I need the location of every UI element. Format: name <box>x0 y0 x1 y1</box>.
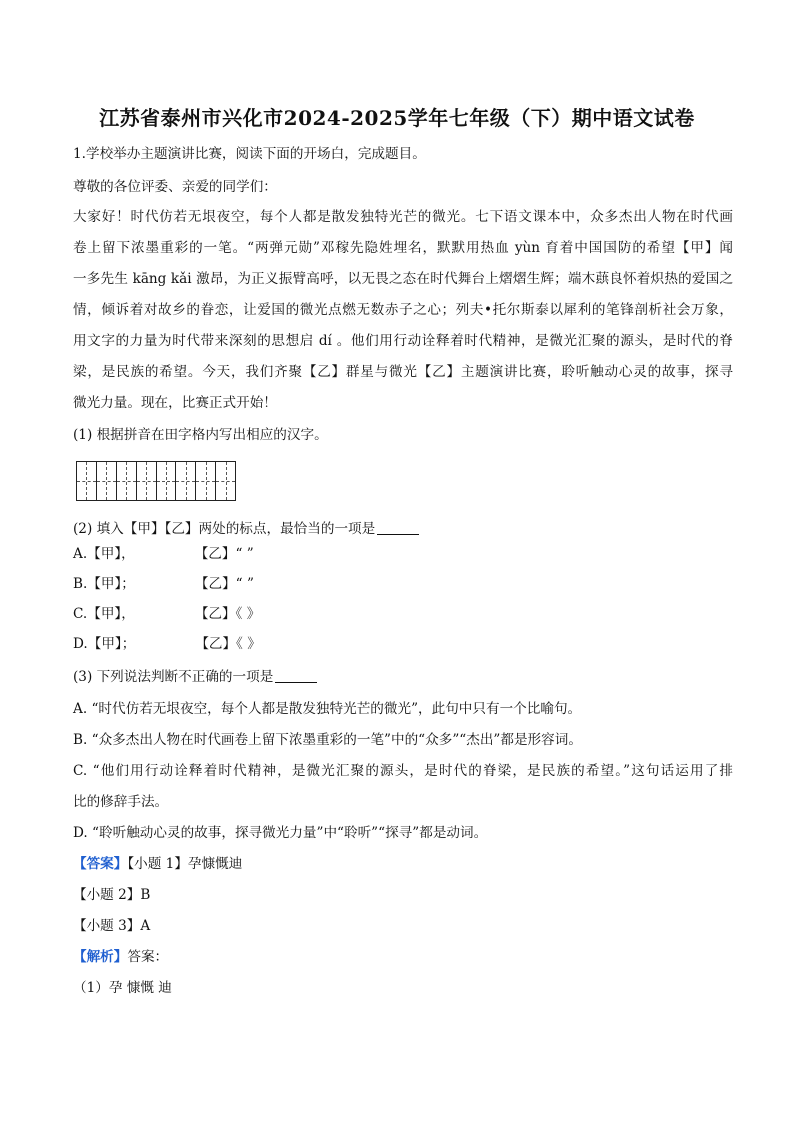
option-c <box>73 605 733 623</box>
passage-line: 微光力量。现在，比赛正式开始！ <box>73 395 277 411</box>
grid-cell[interactable] <box>176 462 196 500</box>
option-c: C. “他们用行动诠释着时代精神，是微光汇聚的源头，是时代的脊梁，是民族的希望。”这句话运用了排 <box>73 763 733 779</box>
analysis-text: 答案： <box>127 949 169 965</box>
grid-cell[interactable] <box>97 462 117 500</box>
answer-blank[interactable] <box>377 521 419 535</box>
question-1-intro: 1.学校举办主题演讲比赛，阅读下面的开场白，完成题目。 <box>73 146 426 162</box>
option-d: D. “聆听触动心灵的故事，探寻微光力量”中“聆听”“探寻”都是动词。 <box>73 825 488 841</box>
option-c-continued: 比的修辞手法。 <box>73 794 169 810</box>
grid-cell[interactable] <box>157 462 177 500</box>
option-d <box>73 635 733 653</box>
analysis-header <box>73 948 733 966</box>
grid-cell[interactable] <box>137 462 157 500</box>
passage-line: 大家好！时代仿若无垠夜空，每个人都是散发独特光芒的微光。七下语文课本中，众多杰出人物在时代画 <box>73 209 733 225</box>
option-a <box>73 545 733 563</box>
answer-tag: 【答案】 <box>73 856 128 872</box>
option-yi: 【乙】“ ” <box>194 576 254 592</box>
option-yi: 【乙】《 》 <box>195 636 261 652</box>
option-yi: 【乙】“ ” <box>194 546 254 562</box>
subquestion-2 <box>73 520 733 538</box>
grid-cell[interactable] <box>77 462 97 500</box>
passage-line: 情，倾诉着对故乡的眷恋，让爱国的微光点燃无数赤子之心；列夫•托尔斯泰以犀利的笔锋剖析社会万象， <box>73 302 733 318</box>
option-jia: B.【甲】； <box>73 576 135 592</box>
tianzige-writing-grid[interactable] <box>76 461 236 501</box>
option-a: A. “时代仿若无垠夜空，每个人都是散发独特光芒的微光”，此句中只有一个比喻句。 <box>73 701 582 717</box>
answer-3: 【小题 3】A <box>73 918 151 934</box>
option-yi: 【乙】《 》 <box>194 606 261 622</box>
subquestion-2-text: (2) 填入【甲】【乙】两处的标点，最恰当的一项是 <box>73 521 376 537</box>
analysis-1: （1）孕 慷慨 迪 <box>73 980 172 996</box>
option-b <box>73 575 733 593</box>
option-jia: A.【甲】， <box>73 546 135 562</box>
passage-line: 用文字的力量为时代带来深刻的思想启 dí 。他们用行动诠释着时代精神，是微光汇聚的源头，是时代的脊 <box>73 333 733 349</box>
answer-1: 【小题 1】孕慷慨迪 <box>127 856 243 872</box>
subquestion-1: (1) 根据拼音在田字格内写出相应的汉字。 <box>73 427 328 443</box>
option-jia: D.【甲】； <box>73 636 136 652</box>
subquestion-3 <box>73 668 733 686</box>
analysis-tag: 【解析】 <box>73 949 128 965</box>
answer-2: 【小题 2】B <box>73 887 151 903</box>
grid-cell[interactable] <box>216 462 235 500</box>
option-b: B. “众多杰出人物在时代画卷上留下浓墨重彩的一笔”中的“众多”“杰出”都是形容词。 <box>73 732 582 748</box>
passage-line: 一多先生 kāng kǎi 激昂，为正义振臂高呼，以无畏之态在时代舞台上熠熠生辉；端木蕻良怀着炽热的爱国之 <box>73 271 733 287</box>
option-jia: C.【甲】， <box>73 606 135 622</box>
greeting: 尊敬的各位评委、亲爱的同学们： <box>73 179 277 195</box>
passage-line: 梁，是民族的希望。今天，我们齐聚【乙】群星与微光【乙】主题演讲比赛，聆听触动心灵的故事，探寻 <box>73 364 733 380</box>
page-title: 江苏省泰州市兴化市2024-2025学年七年级（下）期中语文试卷 <box>99 106 695 130</box>
answer-header <box>73 855 733 873</box>
grid-cell[interactable] <box>117 462 137 500</box>
answer-blank[interactable] <box>275 669 317 683</box>
passage-line: 卷上留下浓墨重彩的一笔。“两弹元勋”邓稼先隐姓埋名，默默用热血 yùn 育着中国国防的希望【甲】闻 <box>73 240 733 256</box>
subquestion-3-text: (3) 下列说法判断不正确的一项是 <box>73 669 274 685</box>
grid-cell[interactable] <box>196 462 216 500</box>
